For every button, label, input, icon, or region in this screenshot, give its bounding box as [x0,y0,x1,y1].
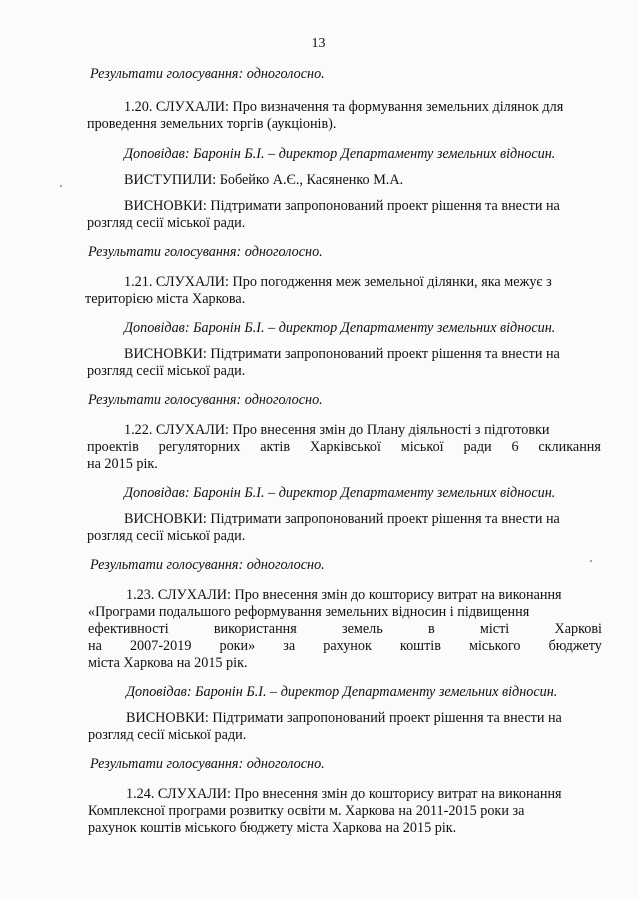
item-1-20-speaker: Доповідав: Баронін Б.І. – директор Департаменту земельних відносин. [124,146,556,162]
item-1-21-heard-line1: 1.21. СЛУХАЛИ: Про погодження меж земельної ділянки, яка межує з [124,274,552,290]
item-1-20-vote: Результати голосування: одноголосно. [88,244,323,260]
item-1-21-vote: Результати голосування: одноголосно. [88,392,323,408]
item-1-23-heard-line1: 1.23. СЛУХАЛИ: Про внесення змін до кошторису витрат на виконання [126,587,562,603]
item-1-22-conclusion-line2: розгляд сесії міської ради. [87,528,246,544]
scan-speck [60,185,62,187]
item-1-24-heard-line2: Комплексної програми розвитку освіти м. Харкова на 2011-2015 роки за [88,803,525,819]
item-1-24-heard-line3: рахунок коштів міського бюджету міста Харкова на 2015 рік. [88,820,457,836]
item-1-20-conclusion-line2: розгляд сесії міської ради. [87,215,246,231]
item-1-21-heard-line2: територією міста Харкова. [85,291,246,307]
page-number: 13 [311,36,326,51]
item-1-20-spoke: ВИСТУПИЛИ: Бобейко А.Є., Касяненко М.А. [124,172,404,188]
item-1-23-vote: Результати голосування: одноголосно. [90,756,325,772]
item-1-21-speaker: Доповідав: Баронін Б.І. – директор Департаменту земельних відносин. [124,320,556,336]
item-1-22-vote: Результати голосування: одноголосно. [90,557,325,573]
item-1-23-heard-line5: міста Харкова на 2015 рік. [88,655,248,671]
item-1-22-heard-line1: 1.22. СЛУХАЛИ: Про внесення змін до Плану діяльності з підготовки [124,422,550,438]
item-1-23-speaker: Доповідав: Баронін Б.І. – директор Департаменту земельних відносин. [126,684,558,700]
item-1-23-heard-line2: «Програми подальшого реформування земельних відносин і підвищення [88,604,530,620]
scan-speck [590,560,592,562]
vote-result-top: Результати голосування: одноголосно. [90,66,325,82]
item-1-22-speaker: Доповідав: Баронін Б.І. – директор Департаменту земельних відносин. [124,485,556,501]
item-1-22-heard-line3: на 2015 рік. [87,456,158,472]
item-1-23-conclusion-line1: ВИСНОВКИ: Підтримати запропонований проект рішення та внести на [126,710,562,726]
item-1-23-conclusion-line2: розгляд сесії міської ради. [88,727,247,743]
item-1-20-heard-line2: проведення земельних торгів (аукціонів). [87,116,337,132]
item-1-21-conclusion-line2: розгляд сесії міської ради. [87,363,246,379]
item-1-20-conclusion-line1: ВИСНОВКИ: Підтримати запропонований проект рішення та внести на [124,198,560,214]
item-1-21-conclusion-line1: ВИСНОВКИ: Підтримати запропонований проект рішення та внести на [124,346,560,362]
item-1-23-heard-line3: ефективності використання земель в місті Харкові [88,621,602,637]
item-1-22-heard-line2: проектів регуляторних актів Харківської міської ради 6 скликання [87,439,601,455]
item-1-24-heard-line1: 1.24. СЛУХАЛИ: Про внесення змін до кошторису витрат на виконання [126,786,562,802]
item-1-20-heard-line1: 1.20. СЛУХАЛИ: Про визначення та формування земельних ділянок для [124,99,564,115]
item-1-22-conclusion-line1: ВИСНОВКИ: Підтримати запропонований проект рішення та внести на [124,511,560,527]
item-1-23-heard-line4: на 2007-2019 роки» за рахунок коштів міського бюджету [88,638,602,654]
